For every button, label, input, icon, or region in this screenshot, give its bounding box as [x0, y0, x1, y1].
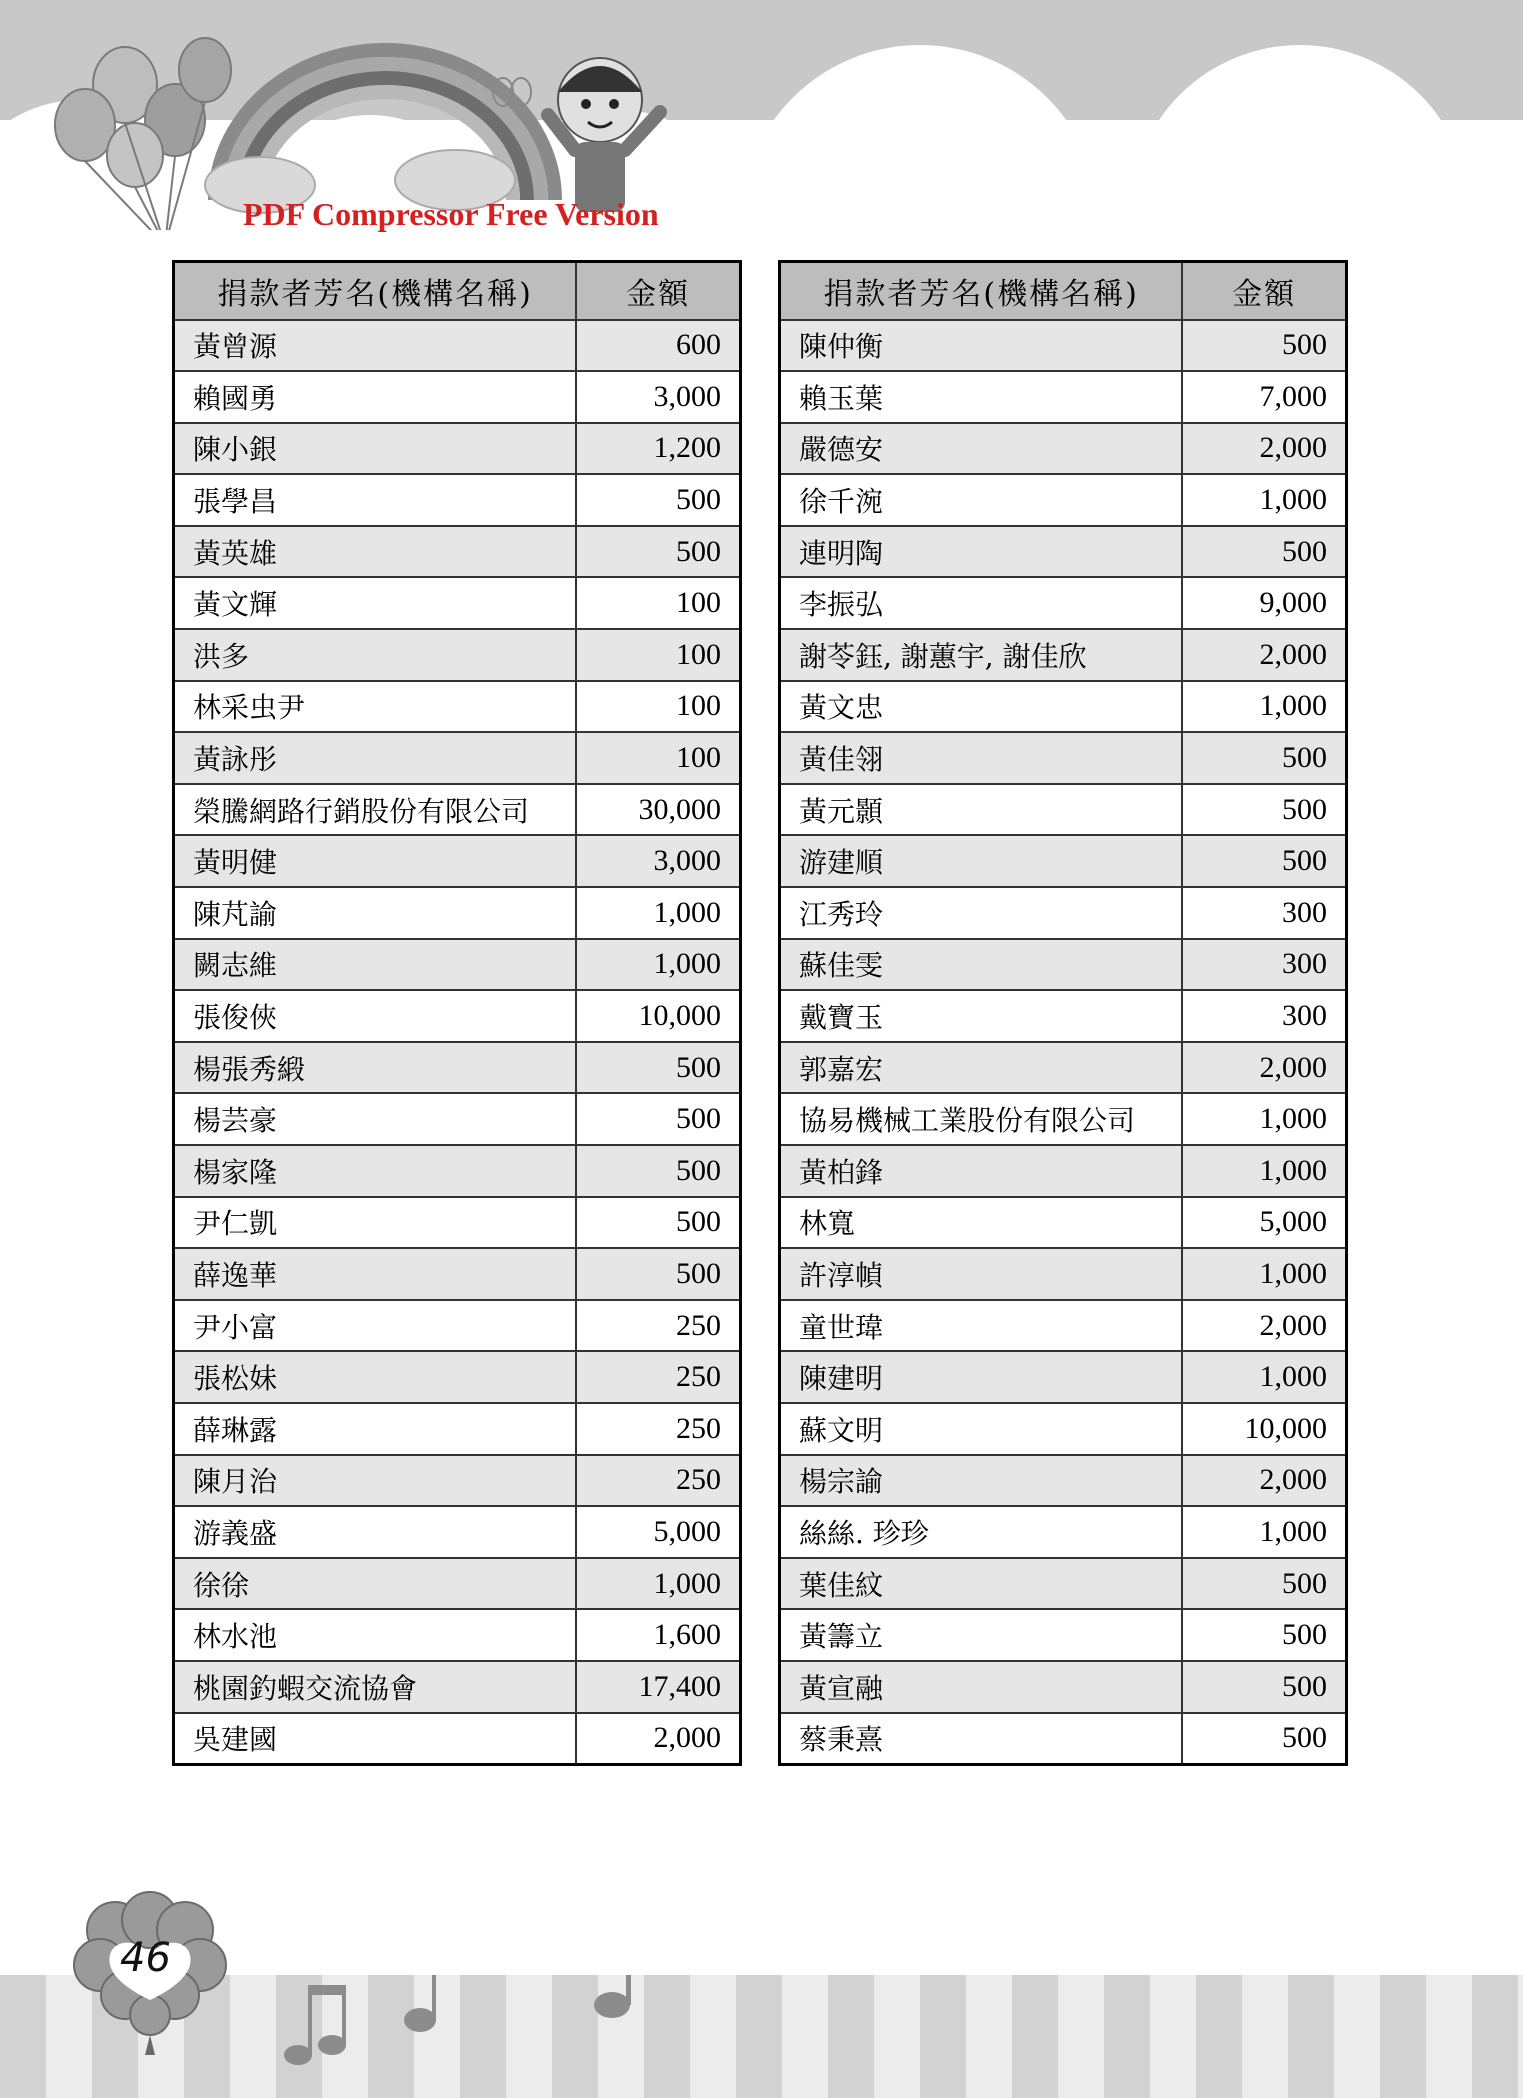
table-row [780, 939, 1347, 991]
donation-amount-cell: 250 [576, 1300, 740, 1352]
table-row [780, 1197, 1347, 1249]
table-row [780, 681, 1347, 733]
table-row [780, 1713, 1347, 1765]
donor-name-cell: 林采虫尹 [174, 681, 577, 733]
donation-amount-cell: 300 [1182, 990, 1346, 1042]
donation-amount-cell: 2,000 [1182, 1042, 1346, 1094]
donation-amount-cell: 1,000 [576, 1558, 740, 1610]
donation-amount-cell: 1,000 [1182, 474, 1346, 526]
header-donor-name: 捐款者芳名(機構名稱) [174, 262, 577, 320]
table-row [174, 1300, 741, 1352]
donation-amount-cell: 500 [1182, 732, 1346, 784]
donation-amount-cell: 2,000 [1182, 629, 1346, 681]
donation-amount-cell: 1,000 [1182, 1351, 1346, 1403]
donor-name-cell: 黃籌立 [780, 1609, 1183, 1661]
table-row [174, 577, 741, 629]
donor-name-cell: 薛逸華 [174, 1248, 577, 1300]
donor-name-cell: 黃佳翎 [780, 732, 1183, 784]
donor-name-cell: 黃曾源 [174, 320, 577, 372]
donor-name-cell: 謝苓鈺, 謝蕙宇, 謝佳欣 [780, 629, 1183, 681]
donor-name-cell: 黃文輝 [174, 577, 577, 629]
donor-name-cell: 黃詠彤 [174, 732, 577, 784]
header-amount: 金額 [576, 262, 740, 320]
donation-amount-cell: 1,000 [1182, 1145, 1346, 1197]
donor-name-cell: 黃文忠 [780, 681, 1183, 733]
donor-name-cell: 楊宗諭 [780, 1455, 1183, 1507]
donation-amount-cell: 250 [576, 1403, 740, 1455]
donation-amount-cell: 500 [576, 1248, 740, 1300]
donation-amount-cell: 500 [1182, 1558, 1346, 1610]
table-row [174, 681, 741, 733]
donation-amount-cell: 1,000 [1182, 1093, 1346, 1145]
donor-name-cell: 尹小富 [174, 1300, 577, 1352]
donor-name-cell: 葉佳紋 [780, 1558, 1183, 1610]
donor-name-cell: 林寬 [780, 1197, 1183, 1249]
donor-name-cell: 陳月治 [174, 1455, 577, 1507]
donor-name-cell: 絲絲. 珍珍 [780, 1506, 1183, 1558]
table-row [780, 1093, 1347, 1145]
donation-amount-cell: 500 [576, 1093, 740, 1145]
table-row [780, 732, 1347, 784]
table-row [174, 939, 741, 991]
table-row [780, 1455, 1347, 1507]
donation-amount-cell: 500 [1182, 1609, 1346, 1661]
donation-amount-cell: 500 [1182, 835, 1346, 887]
table-header-row [780, 262, 1347, 320]
table-row [780, 990, 1347, 1042]
donor-name-cell: 蘇佳雯 [780, 939, 1183, 991]
donor-name-cell: 吳建國 [174, 1713, 577, 1765]
donor-name-cell: 桃園釣蝦交流協會 [174, 1661, 577, 1713]
donor-name-cell: 徐千涴 [780, 474, 1183, 526]
table-row [174, 1248, 741, 1300]
donation-amount-cell: 10,000 [576, 990, 740, 1042]
donation-amount-cell: 1,000 [576, 887, 740, 939]
donation-amount-cell: 10,000 [1182, 1403, 1346, 1455]
donation-amount-cell: 500 [576, 526, 740, 578]
donation-amount-cell: 3,000 [576, 371, 740, 423]
table-row [174, 526, 741, 578]
table-row [174, 1042, 741, 1094]
donation-amount-cell: 9,000 [1182, 577, 1346, 629]
donation-amount-cell: 1,600 [576, 1609, 740, 1661]
table-row [780, 1145, 1347, 1197]
donor-name-cell: 賴玉葉 [780, 371, 1183, 423]
donor-name-cell: 游建順 [780, 835, 1183, 887]
donation-amount-cell: 500 [576, 474, 740, 526]
donor-name-cell: 江秀玲 [780, 887, 1183, 939]
pdf-watermark: PDF Compressor Free Version [243, 196, 659, 232]
donation-amount-cell: 1,000 [1182, 1506, 1346, 1558]
donation-amount-cell: 100 [576, 732, 740, 784]
table-row [780, 629, 1347, 681]
table-row [174, 423, 741, 475]
table-row [174, 1558, 741, 1610]
table-row [780, 1558, 1347, 1610]
table-row [780, 835, 1347, 887]
table-row [174, 1455, 741, 1507]
donation-amount-cell: 7,000 [1182, 371, 1346, 423]
donor-name-cell: 林水池 [174, 1609, 577, 1661]
table-row [174, 629, 741, 681]
table-row [780, 526, 1347, 578]
table-row [174, 1145, 741, 1197]
donation-amount-cell: 2,000 [1182, 423, 1346, 475]
donor-name-cell: 黃明健 [174, 835, 577, 887]
donation-amount-cell: 300 [1182, 887, 1346, 939]
table-row [780, 1248, 1347, 1300]
donor-name-cell: 徐徐 [174, 1558, 577, 1610]
donor-table-right [778, 260, 1348, 1766]
table-row [174, 371, 741, 423]
donation-amount-cell: 1,000 [1182, 681, 1346, 733]
donation-amount-cell: 5,000 [576, 1506, 740, 1558]
table-row [174, 1661, 741, 1713]
donor-name-cell: 協易機械工業股份有限公司 [780, 1093, 1183, 1145]
donation-amount-cell: 5,000 [1182, 1197, 1346, 1249]
table-row [174, 474, 741, 526]
donation-amount-cell: 1,200 [576, 423, 740, 475]
donor-name-cell: 陳小銀 [174, 423, 577, 475]
donation-amount-cell: 1,000 [1182, 1248, 1346, 1300]
table-row [780, 371, 1347, 423]
donor-name-cell: 游義盛 [174, 1506, 577, 1558]
donation-amount-cell: 250 [576, 1351, 740, 1403]
table-row [780, 1351, 1347, 1403]
donation-amount-cell: 600 [576, 320, 740, 372]
donation-amount-cell: 500 [1182, 526, 1346, 578]
table-row [780, 320, 1347, 372]
table-row [174, 1506, 741, 1558]
table-row [780, 887, 1347, 939]
donor-name-cell: 張松妹 [174, 1351, 577, 1403]
table-row [780, 577, 1347, 629]
donor-name-cell: 陳仲衡 [780, 320, 1183, 372]
donation-amount-cell: 500 [1182, 784, 1346, 836]
donor-name-cell: 陳芃諭 [174, 887, 577, 939]
table-row [780, 1300, 1347, 1352]
donor-name-cell: 許淳幀 [780, 1248, 1183, 1300]
donor-name-cell: 楊家隆 [174, 1145, 577, 1197]
donor-name-cell: 尹仁凱 [174, 1197, 577, 1249]
donation-amount-cell: 500 [576, 1042, 740, 1094]
donation-amount-cell: 2,000 [1182, 1300, 1346, 1352]
donor-name-cell: 嚴德安 [780, 423, 1183, 475]
donor-name-cell: 黃柏鋒 [780, 1145, 1183, 1197]
donor-name-cell: 戴寶玉 [780, 990, 1183, 1042]
donor-table-left [172, 260, 742, 1766]
table-row [174, 835, 741, 887]
donor-name-cell: 陳建明 [780, 1351, 1183, 1403]
donor-name-cell: 賴國勇 [174, 371, 577, 423]
table-row [174, 1093, 741, 1145]
donation-amount-cell: 500 [1182, 1661, 1346, 1713]
donor-name-cell: 楊芸豪 [174, 1093, 577, 1145]
table-row [174, 1197, 741, 1249]
donation-amount-cell: 500 [1182, 320, 1346, 372]
donor-name-cell: 張俊俠 [174, 990, 577, 1042]
table-header-row [174, 262, 741, 320]
header-donor-name: 捐款者芳名(機構名稱) [780, 262, 1183, 320]
table-row [174, 732, 741, 784]
donor-name-cell: 黃英雄 [174, 526, 577, 578]
donor-name-cell: 黃元顥 [780, 784, 1183, 836]
donor-name-cell: 李振弘 [780, 577, 1183, 629]
table-row [780, 1661, 1347, 1713]
table-row [174, 1609, 741, 1661]
donor-name-cell: 蘇文明 [780, 1403, 1183, 1455]
donor-name-cell: 連明陶 [780, 526, 1183, 578]
donor-name-cell: 張學昌 [174, 474, 577, 526]
donor-name-cell: 童世瑋 [780, 1300, 1183, 1352]
table-row [174, 887, 741, 939]
donation-amount-cell: 30,000 [576, 784, 740, 836]
donor-name-cell: 洪多 [174, 629, 577, 681]
table-row [780, 1506, 1347, 1558]
donation-amount-cell: 300 [1182, 939, 1346, 991]
table-row [780, 474, 1347, 526]
donation-amount-cell: 2,000 [1182, 1455, 1346, 1507]
donor-name-cell: 闕志維 [174, 939, 577, 991]
table-row [174, 990, 741, 1042]
table-row [174, 1351, 741, 1403]
donation-amount-cell: 500 [1182, 1713, 1346, 1765]
donation-amount-cell: 1,000 [576, 939, 740, 991]
donation-amount-cell: 100 [576, 577, 740, 629]
table-row [174, 784, 741, 836]
donation-amount-cell: 250 [576, 1455, 740, 1507]
donor-name-cell: 薛琳露 [174, 1403, 577, 1455]
donor-name-cell: 蔡秉熹 [780, 1713, 1183, 1765]
donation-amount-cell: 500 [576, 1197, 740, 1249]
donation-amount-cell: 100 [576, 629, 740, 681]
header-amount: 金額 [1182, 262, 1346, 320]
donation-amount-cell: 100 [576, 681, 740, 733]
table-row [174, 1403, 741, 1455]
donation-amount-cell: 2,000 [576, 1713, 740, 1765]
donation-amount-cell: 500 [576, 1145, 740, 1197]
donation-amount-cell: 17,400 [576, 1661, 740, 1713]
donor-name-cell: 榮騰網路行銷股份有限公司 [174, 784, 577, 836]
table-row [780, 1042, 1347, 1094]
table-row [780, 1609, 1347, 1661]
table-row [780, 423, 1347, 475]
page-number: 46 [120, 1935, 171, 1981]
table-row [174, 1713, 741, 1765]
table-row [780, 784, 1347, 836]
donor-name-cell: 郭嘉宏 [780, 1042, 1183, 1094]
table-row [174, 320, 741, 372]
donation-amount-cell: 3,000 [576, 835, 740, 887]
donor-name-cell: 楊張秀緞 [174, 1042, 577, 1094]
table-row [780, 1403, 1347, 1455]
donor-name-cell: 黃宣融 [780, 1661, 1183, 1713]
